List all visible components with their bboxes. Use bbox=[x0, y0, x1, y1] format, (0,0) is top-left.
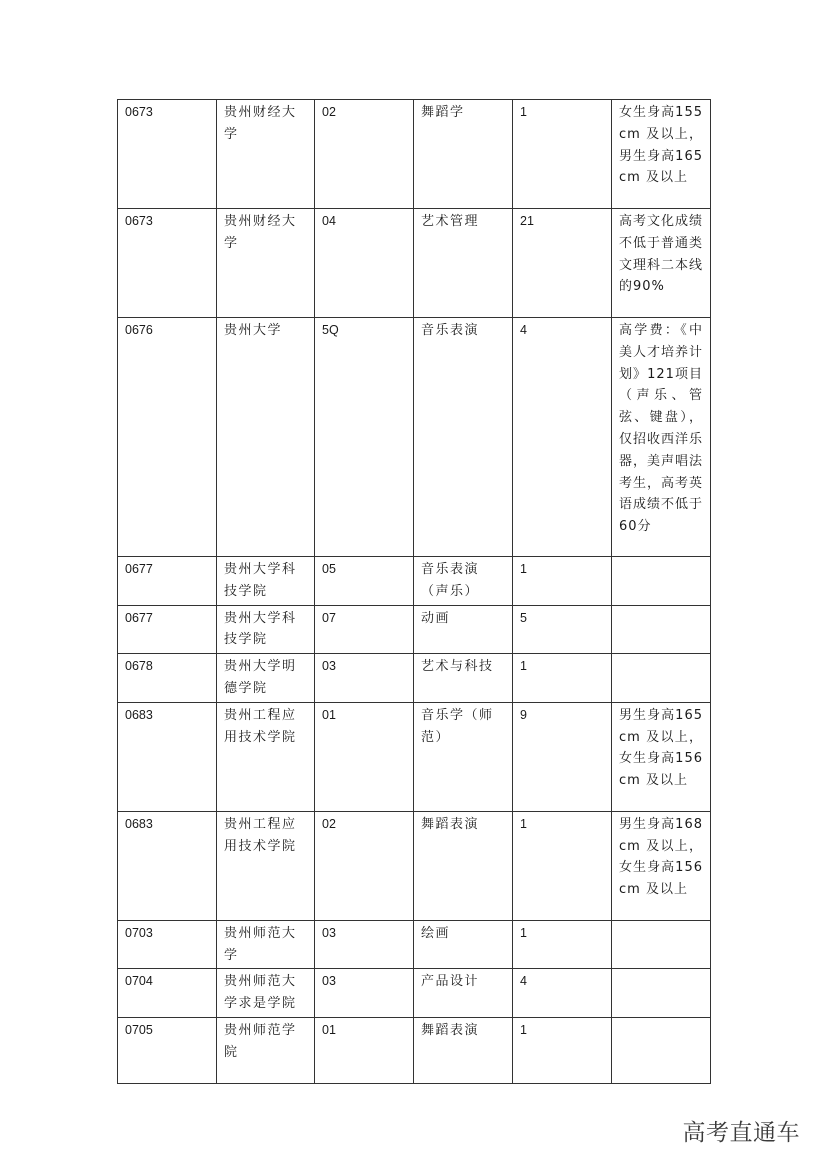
major-name-cell: 音乐表演 bbox=[414, 318, 513, 557]
enrollment-quota-cell: 4 bbox=[513, 969, 612, 1018]
major-code-cell: 03 bbox=[315, 920, 414, 969]
institution-code-cell: 0683 bbox=[118, 702, 217, 811]
institution-name-cell: 贵州工程应用技术学院 bbox=[217, 702, 315, 811]
table-row bbox=[118, 920, 711, 969]
enrollment-quota-cell: 4 bbox=[513, 318, 612, 557]
major-code-cell: 03 bbox=[315, 969, 414, 1018]
institution-name-cell: 贵州大学明德学院 bbox=[217, 654, 315, 703]
remarks-cell bbox=[612, 654, 711, 703]
institution-name-cell: 贵州大学 bbox=[217, 318, 315, 557]
major-code-cell: 03 bbox=[315, 654, 414, 703]
remarks-cell bbox=[612, 1017, 711, 1083]
major-name-cell: 音乐表演（声乐） bbox=[414, 557, 513, 606]
remarks-cell: 高学费：《中美人才培养计划》121项目（声乐、管弦、键盘），仅招收西洋乐器，美声唱法考生，高考英语成绩不低于60分 bbox=[612, 318, 711, 557]
remarks-cell: 男生身高165cm 及以上，女生身高156cm 及以上 bbox=[612, 702, 711, 811]
institution-name-cell: 贵州大学科技学院 bbox=[217, 557, 315, 606]
remarks-cell: 男生身高168cm 及以上，女生身高156cm 及以上 bbox=[612, 811, 711, 920]
major-code-cell: 07 bbox=[315, 605, 414, 654]
institution-code-cell: 0676 bbox=[118, 318, 217, 557]
major-name-cell: 舞蹈学 bbox=[414, 100, 513, 209]
remarks-cell bbox=[612, 969, 711, 1018]
remarks-cell bbox=[612, 605, 711, 654]
major-name-cell: 动画 bbox=[414, 605, 513, 654]
remarks-cell bbox=[612, 557, 711, 606]
admission-table-body bbox=[118, 100, 711, 1084]
institution-code-cell: 0673 bbox=[118, 209, 217, 318]
institution-code-cell: 0704 bbox=[118, 969, 217, 1018]
institution-code-cell: 0677 bbox=[118, 557, 217, 606]
remarks-cell bbox=[612, 920, 711, 969]
admission-table bbox=[117, 99, 711, 1084]
major-code-cell: 05 bbox=[315, 557, 414, 606]
major-name-cell: 绘画 bbox=[414, 920, 513, 969]
institution-code-cell: 0703 bbox=[118, 920, 217, 969]
table-row bbox=[118, 654, 711, 703]
major-code-cell: 5Q bbox=[315, 318, 414, 557]
institution-code-cell: 0677 bbox=[118, 605, 217, 654]
major-name-cell: 音乐学（师范） bbox=[414, 702, 513, 811]
major-code-cell: 01 bbox=[315, 1017, 414, 1083]
institution-name-cell: 贵州财经大学 bbox=[217, 209, 315, 318]
table-row bbox=[118, 702, 711, 811]
table-row bbox=[118, 209, 711, 318]
remarks-cell: 高考文化成绩不低于普通类文理科二本线的90% bbox=[612, 209, 711, 318]
enrollment-quota-cell: 5 bbox=[513, 605, 612, 654]
institution-code-cell: 0683 bbox=[118, 811, 217, 920]
major-name-cell: 艺术管理 bbox=[414, 209, 513, 318]
major-name-cell: 舞蹈表演 bbox=[414, 1017, 513, 1083]
enrollment-quota-cell: 1 bbox=[513, 811, 612, 920]
watermark-label: 高考直通车 bbox=[682, 1120, 800, 1146]
enrollment-quota-cell: 1 bbox=[513, 920, 612, 969]
institution-name-cell: 贵州财经大学 bbox=[217, 100, 315, 209]
institution-name-cell: 贵州大学科技学院 bbox=[217, 605, 315, 654]
major-code-cell: 02 bbox=[315, 811, 414, 920]
table-row bbox=[118, 811, 711, 920]
table-row bbox=[118, 1017, 711, 1083]
enrollment-quota-cell: 1 bbox=[513, 557, 612, 606]
institution-name-cell: 贵州师范大学 bbox=[217, 920, 315, 969]
enrollment-quota-cell: 1 bbox=[513, 1017, 612, 1083]
institution-code-cell: 0673 bbox=[118, 100, 217, 209]
major-code-cell: 04 bbox=[315, 209, 414, 318]
table-row bbox=[118, 605, 711, 654]
table-row bbox=[118, 100, 711, 209]
enrollment-quota-cell: 21 bbox=[513, 209, 612, 318]
institution-name-cell: 贵州工程应用技术学院 bbox=[217, 811, 315, 920]
institution-code-cell: 0678 bbox=[118, 654, 217, 703]
remarks-cell: 女生身高155cm 及以上，男生身高165cm 及以上 bbox=[612, 100, 711, 209]
major-name-cell: 艺术与科技 bbox=[414, 654, 513, 703]
table-row bbox=[118, 557, 711, 606]
major-name-cell: 舞蹈表演 bbox=[414, 811, 513, 920]
enrollment-quota-cell: 1 bbox=[513, 654, 612, 703]
table-row bbox=[118, 318, 711, 557]
major-code-cell: 01 bbox=[315, 702, 414, 811]
major-code-cell: 02 bbox=[315, 100, 414, 209]
enrollment-quota-cell: 9 bbox=[513, 702, 612, 811]
enrollment-quota-cell: 1 bbox=[513, 100, 612, 209]
institution-code-cell: 0705 bbox=[118, 1017, 217, 1083]
major-name-cell: 产品设计 bbox=[414, 969, 513, 1018]
institution-name-cell: 贵州师范大学求是学院 bbox=[217, 969, 315, 1018]
institution-name-cell: 贵州师范学院 bbox=[217, 1017, 315, 1083]
table-row bbox=[118, 969, 711, 1018]
